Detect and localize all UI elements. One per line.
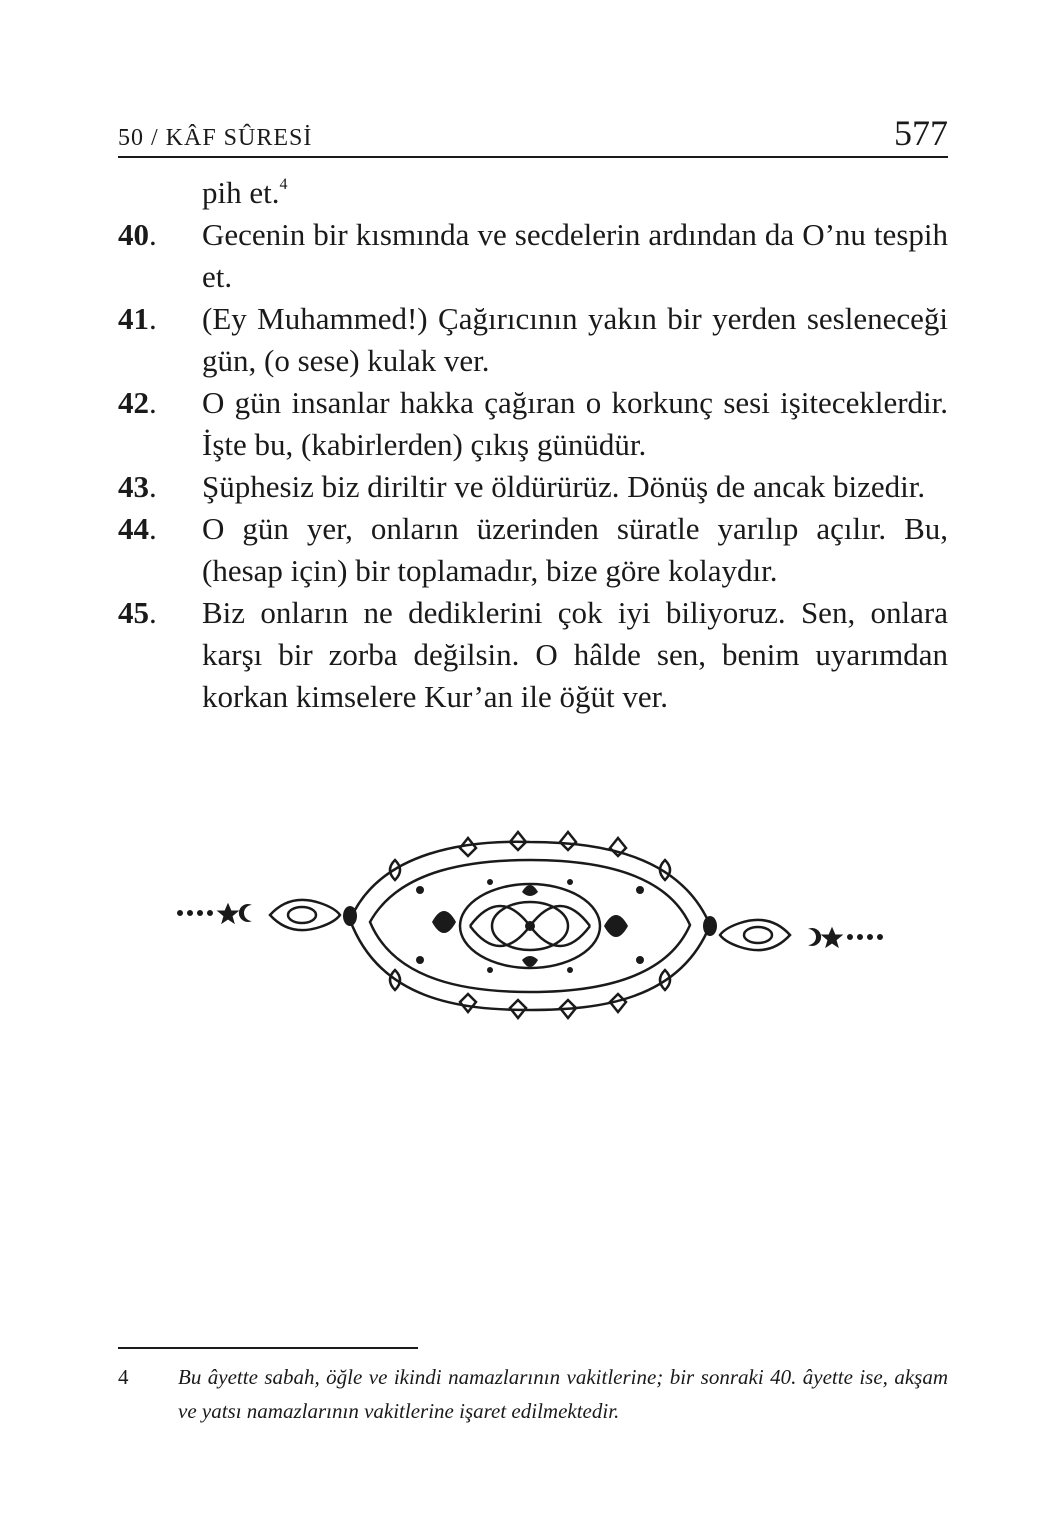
page-number: 577	[894, 113, 948, 153]
verse-42: 42. O gün insanlar hakka çağıran o korkunç sesi işiteceklerdir. İşte bu, (kabirlerden) çıkış günüdür.	[118, 382, 948, 466]
footnote-rule	[118, 1347, 418, 1349]
footnote-number: 4	[118, 1365, 129, 1389]
verse-number: 41	[118, 301, 149, 336]
verse-number: 45	[118, 595, 149, 630]
verse-text: O gün yer, onların üzerinden süratle yarılıp açılır. Bu, (hesap için) bir toplamadır, bize göre kolaydır.	[202, 511, 948, 588]
verse-number: 43	[118, 469, 149, 504]
verse-number: 40	[118, 217, 149, 252]
verse-list	[118, 172, 948, 718]
chapter-title: 50 / KÂF SÛRESİ	[118, 125, 313, 151]
footnote-reference: 4	[279, 176, 288, 193]
verse-text: (Ey Muhammed!) Çağırıcının yakın bir yerden sesleneceği gün, (o sese) kulak ver.	[202, 301, 948, 378]
verse-44: 44. O gün yer, onların üzerinden süratle yarılıp açılır. Bu, (hesap için) bir toplamadır, bize göre kolaydır.	[118, 508, 948, 592]
verse-text: Biz onların ne dediklerini çok iyi biliyoruz. Sen, onlara karşı bir zorba değilsin. O hâlde sen, benim uyarımdan korkan kimselere Kur’an ile öğüt ver.	[202, 595, 948, 714]
header-rule	[118, 156, 948, 158]
floral-rumi-ornament-icon	[170, 830, 890, 1020]
verse-41: 41. (Ey Muhammed!) Çağırıcının yakın bir yerden sesleneceği gün, (o sese) kulak ver.	[118, 298, 948, 382]
verse-text: Şüphesiz biz diriltir ve öldürürüz. Dönüş de ancak bizedir.	[202, 469, 926, 504]
verse-text: O gün insanlar hakka çağıran o korkunç sesi işiteceklerdir. İşte bu, (kabirlerden) çıkış günüdür.	[202, 385, 948, 462]
verse-43: 43. Şüphesiz biz diriltir ve öldürürüz. Dönüş de ancak bizedir.	[118, 466, 948, 508]
verse-45: 45. Biz onların ne dediklerini çok iyi biliyoruz. Sen, onlara karşı bir zorba değilsin. O hâlde sen, benim uyarımdan korkan kimselere Kur’an ile öğüt ver.	[118, 592, 948, 718]
verse-number: 44	[118, 511, 149, 546]
verse-40: 40. Gecenin bir kısmında ve secdelerin ardından da O’nu tespih et.	[118, 214, 948, 298]
page-header	[118, 112, 948, 158]
verse-text: Gecenin bir kısmında ve secdelerin ardından da O’nu tespih et.	[202, 217, 948, 294]
footnote-text: Bu âyette sabah, öğle ve ikindi namazlarının vakitlerine; bir sonraki 40. âyette ise, akşam ve yatsı namazlarının vakitlerine işaret edilmektedir.	[178, 1365, 948, 1423]
continuation-text: pih et.	[202, 175, 280, 210]
verse-number: 42	[118, 385, 149, 420]
footnote	[118, 1360, 948, 1428]
verse-continuation	[118, 172, 948, 214]
